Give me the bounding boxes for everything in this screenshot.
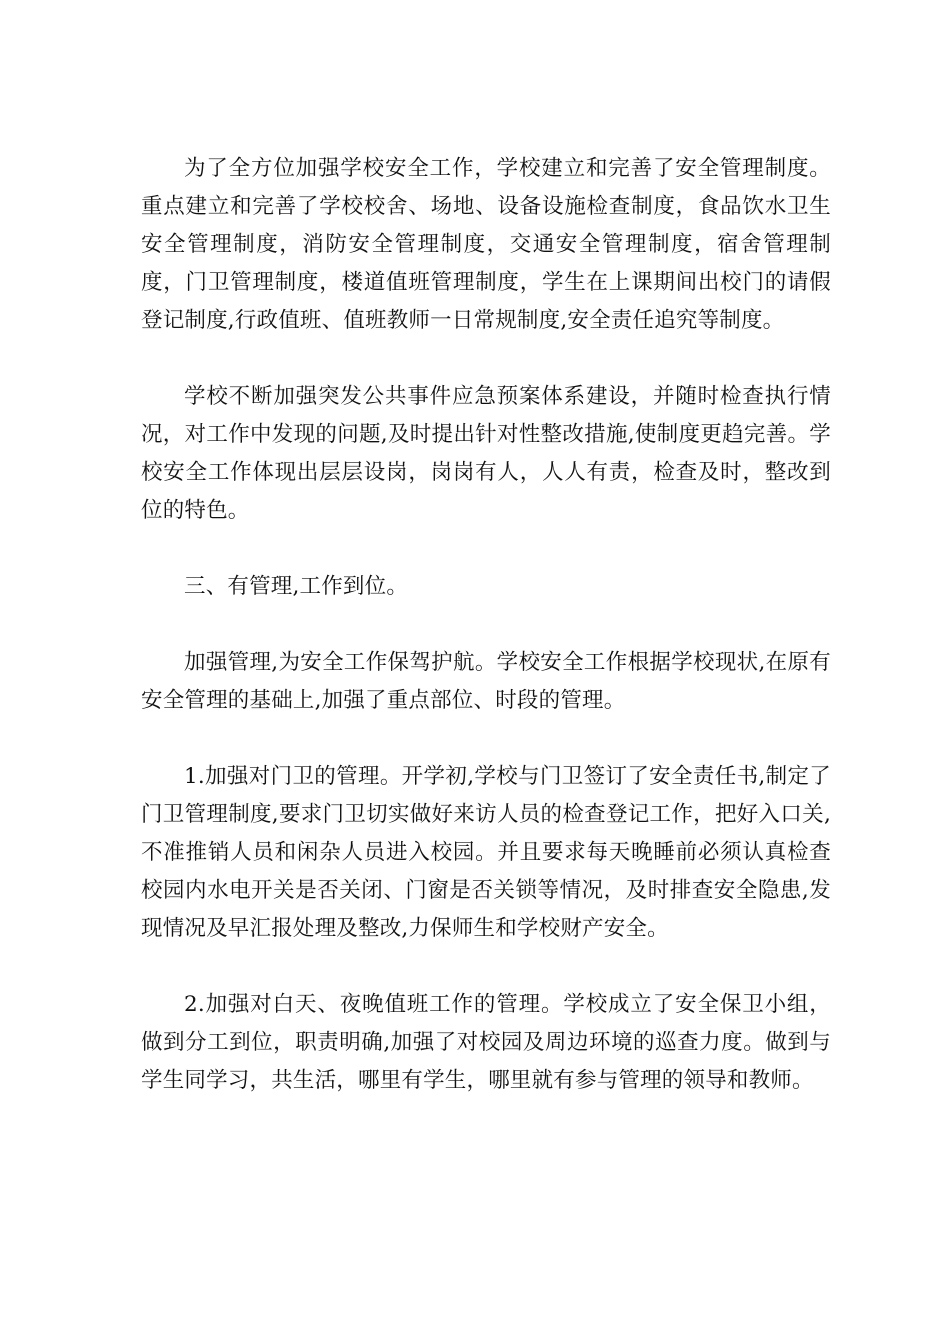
paragraph-emergency-plan: 学校不断加强突发公共事件应急预案体系建设，并随时检查执行情况，对工作中发现的问题,及时提出针对性整改措施,使制度更趋完善。学校安全工作体现出层层设岗，岗岗有人，人人有责，检查及时，整改到位的特色。 (141, 384, 831, 523)
paragraph-duty-management: 2.加强对白天、夜晚值班工作的管理。学校成立了安全保卫小组，做到分工到位，职责明确,加强了对校园及周边环境的巡查力度。做到与学生同学习，共生活，哪里有学生，哪里就有参与管理的领导和教师。 (141, 992, 831, 1093)
section-heading: 三、有管理,工作到位。 (184, 574, 409, 599)
paragraph-management-intro: 加强管理,为安全工作保驾护航。学校安全工作根据学校现状,在原有安全管理的基础上,加强了重点部位、时段的管理。 (141, 650, 831, 713)
paragraph-gate-management: 1.加强对门卫的管理。开学初,学校与门卫签订了安全责任书,制定了门卫管理制度,要求门卫切实做好来访人员的检查登记工作，把好入口关,不准推销人员和闲杂人员进入校园。并且要求每天晚睡前必须认真检查校园内水电开关是否关闭、门窗是否关锁等情况，及时排查安全隐患,发现情况及早汇报处理及整改,力保师生和学校财产安全。 (141, 764, 831, 941)
document-body (141, 150, 831, 1100)
paragraph-safety-system: 为了全方位加强学校安全工作，学校建立和完善了安全管理制度。重点建立和完善了学校校舍、场地、设备设施检查制度，食品饮水卫生安全管理制度，消防安全管理制度，交通安全管理制度，宿舍管理制度，门卫管理制度，楼道值班管理制度，学生在上课期间出校门的请假登记制度,行政值班、值班教师一日常规制度,安全责任追究等制度。 (141, 156, 831, 333)
